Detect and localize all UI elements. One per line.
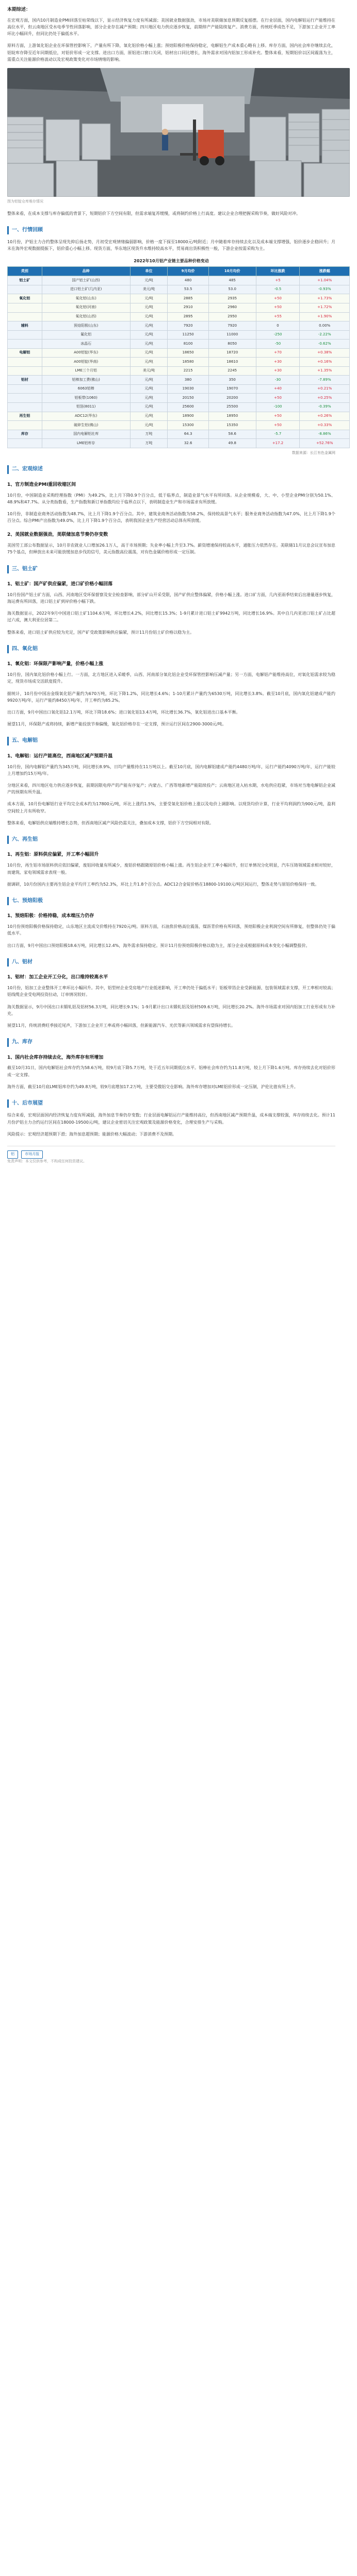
section-heading-bauxite: 三、铝土矿	[7, 565, 335, 574]
price-table-cell: +50	[256, 294, 300, 303]
macro-paragraph-3: 美国劳工部公布数据显示，10月非农就业人口增加26.1万人，高于市场预期；失业率小幅上升至3.7%。薪资增速保持较高水平，通胀压力依然存在。美联储11月议息会议宣布加息75个基点，但释放出未来可能放缓加息步伐的信号，美元指数高位震荡，对有色金属价格形成一定压制。	[7, 543, 335, 555]
price-table-cell: 氟化铝	[42, 330, 130, 340]
price-table-cell: 预焙阳极(山东)	[42, 321, 130, 331]
price-table-cell: 8100	[168, 340, 208, 349]
price-table-cell: -8.86%	[300, 430, 350, 439]
price-table-row	[8, 285, 350, 294]
price-table-cell: -0.62%	[300, 340, 350, 349]
price-table-cell: 11000	[208, 330, 256, 340]
price-table-cell: 25500	[208, 402, 256, 412]
recycled-paragraph-1: 10月份，再生铝市场原料供应依旧偏紧，废铝回收量有所减少，废铝价格跟随原铝价格小幅上涨。再生铝企业开工率小幅回升，但订单情况分化明显，汽车压铸领域需求相对较好，而建筑、家电领域需求表现一般。	[7, 863, 335, 875]
price-table-cell: +1.72%	[300, 303, 350, 312]
section-heading-outlook: 十、后市展望	[7, 1099, 335, 1108]
products-paragraph-2: 海关数据显示，9月中国出口未锻轧铝及铝材56.3万吨，同比增长9.1%；1-9月累计出口未锻轧铝及铝材509.6万吨，同比增长20.2%。海外市场需求对国内铝加工行业形成有力补充。	[7, 1004, 335, 1016]
anode-paragraph-1: 10月份预焙阳极价格保持稳定，山东地区主流成交价维持在7920元/吨。原料方面，石油焦价格高位震荡，煤沥青价格有所回落，预焙阳极企业利润空间有所修复，但整体仍处于偏低水平。	[7, 924, 335, 936]
price-table-cell: +5	[256, 276, 300, 285]
alumina-paragraph-2: 据统计，10月份中国冶金级氧化铝产量约为670万吨，环比下降1.2%，同比增长4.6%；1-10月累计产量约为6530万吨，同比增长3.8%。截至10月底，国内氧化铝建成产能约9920万吨/年，运行产能约8450万吨/年，开工率约为85.2%。	[7, 691, 335, 703]
price-table-cell: 元/吨	[130, 421, 168, 430]
price-table-cell: 元/吨	[130, 294, 168, 303]
price-table-cell: 15350	[208, 421, 256, 430]
price-table-cell: 380	[168, 376, 208, 385]
price-table-category	[8, 358, 42, 367]
price-table-cell: 元/吨	[130, 312, 168, 321]
price-table-cell: +40	[256, 384, 300, 394]
price-table-row	[8, 394, 350, 403]
price-table-cell: 18650	[168, 348, 208, 358]
price-table-header: 10月均价	[208, 266, 256, 276]
price-table-row	[8, 358, 350, 367]
inventory-subheading: 1、国内社会库存持续去化，海外库存有所增加	[7, 1055, 104, 1060]
section-heading-anode: 七、预焙阳极	[7, 897, 335, 906]
price-table-cell: 元/吨	[130, 321, 168, 331]
section-heading-products: 八、铝材	[7, 958, 335, 967]
price-table-cell: 19030	[168, 384, 208, 394]
price-table-cell: LME三个月铝	[42, 366, 130, 376]
price-table-cell: +30	[256, 366, 300, 376]
price-table-cell: 49.8	[208, 439, 256, 448]
price-table-cell: 元/吨	[130, 412, 168, 421]
price-table-cell: 元/吨	[130, 303, 168, 312]
price-table-cell: A00铝锭(华东)	[42, 348, 130, 358]
price-table-cell: 元/吨	[130, 394, 168, 403]
price-table-cell: 485	[208, 276, 256, 285]
price-table-cell: -2.22%	[300, 330, 350, 340]
price-table-cell: 15300	[168, 421, 208, 430]
price-table-category: 辅料	[8, 321, 42, 331]
price-table-category	[8, 402, 42, 412]
price-table-cell: 元/吨	[130, 340, 168, 349]
electrolytic-subheading: 1、电解铝：运行产能高位，西南地区减产预期升温	[7, 753, 113, 759]
price-table-category	[8, 312, 42, 321]
price-table-row	[8, 303, 350, 312]
electrolytic-paragraph-3: 成本方面，10月份电解铝行业平均完全成本约为17800元/吨，环比上涨约1.5%，主要受氧化铝价格上涨以及电价上调影响。以现货均价计算，行业平均利润约为900元/吨，盈利空间较上月有所收窄。	[7, 802, 335, 814]
price-table-cell: +50	[256, 394, 300, 403]
price-table-category	[8, 330, 42, 340]
electrolytic-paragraph-1: 10月份，国内电解铝产量约为345万吨，同比增长8.9%，日均产量维持在11万吨以上。截至10月底，国内电解铝建成产能约4480万吨/年，运行产能约4090万吨/年，运行产能较上月增加约15万吨/年。	[7, 764, 335, 776]
section-heading-electrolytic: 五、电解铝	[7, 737, 335, 745]
products-paragraph-3: 展望11月，传统消费旺季接近尾声，下游加工企业开工率或将小幅回落，但新能源汽车、光伏等新兴领域需求有望保持增长。	[7, 1023, 236, 1028]
price-table-cell: 2960	[208, 303, 256, 312]
price-table-category: 库存	[8, 430, 42, 439]
footer-tag[interactable]: 铝	[7, 1150, 18, 1159]
price-table-cell: 国内电解铝社库	[42, 430, 130, 439]
photo-caption: 图为铝锭仓库堆存情况	[7, 199, 43, 204]
section-heading-inventory: 九、库存	[7, 1038, 335, 1047]
price-table-category	[8, 394, 42, 403]
price-table-category	[8, 439, 42, 448]
alumina-paragraph-3: 出口方面，9月中国出口氧化铝12.1万吨，环比下降18.6%；进口氧化铝13.4万吨，环比增长36.7%，氧化铝进出口基本平衡。	[7, 709, 240, 715]
price-table-cell: 25600	[168, 402, 208, 412]
price-table-category: 电解铝	[8, 348, 42, 358]
anode-subheading: 1、预焙阳极：价格持稳，成本端压力仍存	[7, 913, 94, 919]
price-table-cell: 铝板带(1060)	[42, 394, 130, 403]
intro-paragraph-2: 原料方面，上游氧化铝企业在环保管控影响下，产量有所下降，氧化铝价格小幅上涨；预焙阳极价格保持稳定，电解铝生产成本重心略有上移。库存方面，国内社会库存继续去化，铝锭库存降至近年同期低位，对铝价形成一定支撑。进出口方面，原铝进口窗口关闭，铝材出口同比增长，海外需求对国内铝加工形成补充。整体来看，短期铝价以区间震荡为主，需重点关注能源价格波动以及宏观政策变化对市场情绪的影响。	[7, 43, 335, 62]
price-table-cell: 元/吨	[130, 348, 168, 358]
price-table-cell: 53.0	[208, 285, 256, 294]
alumina-paragraph-4: 展望11月，环保限产或将持续，新增产能投放节奏偏慢，氧化铝价格存在一定支撑，预计运行区间在2900-3000元/吨。	[7, 722, 226, 727]
price-table-category	[8, 366, 42, 376]
price-table-cell: +70	[256, 348, 300, 358]
price-table-cell: 20200	[208, 394, 256, 403]
price-table-row	[8, 421, 350, 430]
price-table-cell: 元/吨	[130, 402, 168, 412]
price-table-cell: 2885	[168, 294, 208, 303]
price-table-cell: 8050	[208, 340, 256, 349]
price-table-row	[8, 402, 350, 412]
price-table-row	[8, 430, 350, 439]
price-table-row	[8, 439, 350, 448]
price-table-row	[8, 384, 350, 394]
products-paragraph-1: 10月份，铝加工企业整体开工率环比小幅回升。其中，铝型材企业受房地产行业低迷影响，开工率仍处于偏低水平；铝板带箔企业受新能源、包装领域需求支撑，开工率相对较高；铝线缆企业受电网投资拉动，订单情况较好。	[7, 986, 335, 997]
price-table-header: 品种	[42, 266, 130, 276]
price-table-cell: -30	[256, 376, 300, 385]
price-table-header: 9月均价	[168, 266, 208, 276]
price-table-cell: 元/吨	[130, 358, 168, 367]
price-table-cell: 美元/吨	[130, 285, 168, 294]
price-table-cell: +1.04%	[300, 276, 350, 285]
price-table-category	[8, 421, 42, 430]
price-table-cell: 32.6	[168, 439, 208, 448]
price-table-cell: -100	[256, 402, 300, 412]
price-table-cell: 2935	[208, 294, 256, 303]
bauxite-paragraph-3: 整体来看，进口铝土矿供应较为充足，国产矿受政策影响供应偏紧，预计11月份铝土矿价格以稳为主。	[7, 630, 194, 635]
price-table-row	[8, 294, 350, 303]
price-table-cell: 2910	[168, 303, 208, 312]
price-table-cell: ADC12(华东)	[42, 412, 130, 421]
price-table-cell: -5.7	[256, 430, 300, 439]
price-table-cell: 万吨	[130, 430, 168, 439]
price-table	[7, 266, 350, 448]
review-paragraph: 10月份，沪铝主力合约整体呈现先抑后扬走势，月初受宏观情绪偏弱影响，价格一度下探至18000元/吨附近；月中随着库存持续去化以及成本端支撑增强，铝价逐步企稳回升；月末在海外宏观数据提振下，铝价重心小幅上移。现货方面，华东地区现货升水维持较高水平，贸易商出货积极性一般，下游企业按需采购为主。	[7, 240, 335, 251]
price-table-cell: +52.76%	[300, 439, 350, 448]
price-table-cell: 破碎生铝(佛山)	[42, 421, 130, 430]
bauxite-paragraph-2: 海关数据显示，2022年9月中国进口铝土矿1104.6万吨，环比增长4.2%，同比增长15.3%；1-9月累计进口铝土矿9942万吨，同比增长16.9%。其中自几内亚进口铝土矿占比超过六成，澳大利亚位居第二。	[7, 611, 335, 623]
price-table-cell: 进口铝土矿(几内亚)	[42, 285, 130, 294]
disclaimer: 免责声明：本文仅供参考，不构成任何投资建议。	[7, 1159, 87, 1163]
price-table-cell: +0.25%	[300, 394, 350, 403]
intro-paragraph-1: 在宏观方面，国内10月制造业PMI回落至枯荣线以下，显示经济恢复力度有所减弱；美国就业数据强劲，市场对美联储加息预期反复摇摆。在行业层面，国内电解铝运行产能维持在高位水平，但云南地区受水电季节性回落影响，部分企业存在减产预期；四川地区电力供应逐步恢复，前期停产产能陆续复产。消费方面，传统旺季成色不足，下游加工企业开工率环比小幅回升，但同比仍处于偏低水平。	[7, 18, 335, 37]
inventory-paragraph-1: 截至10月31日，国内电解铝社会库存约为58.6万吨，较9月底下降5.7万吨，处于近五年同期低位水平。铝棒社会库存约为11.8万吨，较上月下降1.6万吨。库存持续去化对铝价形成一定支撑。	[7, 1065, 335, 1077]
price-table-cell: 元/吨	[130, 376, 168, 385]
price-table-category	[8, 303, 42, 312]
price-table-cell: +30	[256, 358, 300, 367]
price-table-category	[8, 340, 42, 349]
price-table-row	[8, 321, 350, 331]
price-table-cell: 6063铝棒	[42, 384, 130, 394]
price-table-header: 环比涨跌	[256, 266, 300, 276]
price-table-cell: 冰晶石	[42, 340, 130, 349]
price-table-cell: 铝箔(8011)	[42, 402, 130, 412]
anode-paragraph-2: 出口方面，9月中国出口预焙阳极18.6万吨，同比增长12.4%，海外需求保持稳定。预计11月份预焙阳极价格以稳为主，部分企业或根据原料成本变化小幅调整报价。	[7, 943, 310, 948]
price-table-cell: +50	[256, 303, 300, 312]
price-table-cell: 7920	[208, 321, 256, 331]
price-table-cell: +1.90%	[300, 312, 350, 321]
alumina-subheading: 1、氧化铝：环保限产影响产量，价格小幅上涨	[7, 662, 104, 667]
price-table-cell: +0.38%	[300, 348, 350, 358]
recycled-subheading: 1、再生铝：原料供应偏紧，开工率小幅回升	[7, 852, 99, 858]
summary-heading: 本期综述：	[7, 7, 31, 12]
price-table-cell: 18580	[168, 358, 208, 367]
price-table-cell: 美元/吨	[130, 366, 168, 376]
price-table-cell: 58.6	[208, 430, 256, 439]
price-table-cell: 万吨	[130, 439, 168, 448]
price-table-cell: -0.93%	[300, 285, 350, 294]
bauxite-paragraph-1: 10月份国产铝土矿方面，山西、河南地区受环保督察及安全检查影响，部分矿山开采受限，国产矿供应整体偏紧，价格小幅上涨。进口矿方面，几内亚雨季结束后出港量逐步恢复，海运费有所回落，进口铝土矿到岸价格小幅下跌。	[7, 592, 335, 604]
price-table-cell: 2950	[208, 312, 256, 321]
price-table-cell: 53.5	[168, 285, 208, 294]
price-table-category: 铝土矿	[8, 276, 42, 285]
price-table-category: 氧化铝	[8, 294, 42, 303]
price-table-cell: 0	[256, 321, 300, 331]
price-table-row	[8, 330, 350, 340]
price-table-cell: 元/吨	[130, 330, 168, 340]
bauxite-subheading: 1、铝土矿：国产矿供应偏紧，进口矿价格小幅回落	[7, 582, 113, 587]
price-table-cell: +0.21%	[300, 384, 350, 394]
price-table-cell: -0.39%	[300, 402, 350, 412]
price-table-row	[8, 366, 350, 376]
price-table-cell: 氧化铝(山西)	[42, 312, 130, 321]
section-heading-recycled: 六、再生铝	[7, 836, 335, 844]
price-table-cell: +50	[256, 421, 300, 430]
price-table-cell: 元/吨	[130, 276, 168, 285]
price-table-cell: LME铝库存	[42, 439, 130, 448]
price-table-cell: +0.16%	[300, 358, 350, 367]
warehouse-photo	[7, 68, 350, 197]
price-table-cell: +0.33%	[300, 421, 350, 430]
electrolytic-paragraph-2: 分地区来看，四川地区电力供应逐步恢复，前期因限电停产的产能有序复产；内蒙古、广西等地新增产能陆续投产；云南地区进入枯水期，水电供应趋紧，市场对当地电解铝企业减产的预期有所升温。	[7, 783, 335, 795]
price-table-cell: +0.26%	[300, 412, 350, 421]
article	[0, 0, 343, 1180]
price-table-cell: A00铝锭(华南)	[42, 358, 130, 367]
price-table-cell: 元/吨	[130, 384, 168, 394]
price-table-cell: 11250	[168, 330, 208, 340]
macro-paragraph-1: 10月份，中国制造业采购经理指数（PMI）为49.2%，比上月下降0.9个百分点，低于临界点，制造业景气水平有所回落。从企业规模看，大、中、小型企业PMI分别为50.1%、48.9%和47.7%。从分类指数看，生产指数和新订单指数均位于临界点以下，表明制造业生产和市场需求有所放缓。	[7, 493, 335, 504]
price-table-cell: -7.89%	[300, 376, 350, 385]
recycled-paragraph-2: 据调研，10月份国内主要再生铝企业平均开工率约为52.3%，环比上升1.8个百分点。ADC12合金锭价格在18800-19100元/吨区间运行，整体走势与原铝价格保持一致。	[7, 882, 319, 887]
price-table-row	[8, 340, 350, 349]
after-photo-paragraph: 整体来看，在成本支撑与库存偏低的背景下，短期铝价下方空间有限，但需求端复苏缓慢，或将制约价格上行高度。建议企业合理把握采购节奏，做好风险对冲。	[7, 211, 300, 216]
price-table-header-row	[8, 266, 350, 276]
price-table-cell: +17.2	[256, 439, 300, 448]
price-table-cell: 铝棒加工费(佛山)	[42, 376, 130, 385]
price-table-header: 涨跌幅	[300, 266, 350, 276]
price-table-cell: 19070	[208, 384, 256, 394]
section-heading-macro: 二、宏观综述	[7, 465, 335, 474]
price-table-row	[8, 312, 350, 321]
price-table-cell: 2215	[168, 366, 208, 376]
footer-tag[interactable]: 市场月报	[21, 1150, 43, 1159]
article-footer	[7, 1146, 335, 1164]
price-table-category: 再生铝	[8, 412, 42, 421]
price-table-cell: -0.5	[256, 285, 300, 294]
price-table-cell: 7920	[168, 321, 208, 331]
price-table-cell: +55	[256, 312, 300, 321]
macro-subheading-2: 2、美国就业数据强劲，美联储加息节奏仍存变数	[7, 532, 108, 538]
price-table-cell: +1.73%	[300, 294, 350, 303]
price-table-cell: 国产铝土矿(山西)	[42, 276, 130, 285]
price-table-cell: 0.00%	[300, 321, 350, 331]
macro-subheading-1: 1、官方制造业PMI重回收缩区间	[7, 482, 76, 487]
section-heading-alumina: 四、氧化铝	[7, 645, 335, 654]
macro-paragraph-2: 10月份，非制造业商务活动指数为48.7%，比上月下降1.9个百分点。其中，建筑业商务活动指数为58.2%，保持较高景气水平；服务业商务活动指数为47.0%，比上月下降1.9个百分点。综合PMI产出指数为49.0%，比上月下降1.9个百分点，表明我国企业生产经营活动总体有所放缓。	[7, 511, 335, 523]
price-table-cell: 350	[208, 376, 256, 385]
price-table-row	[8, 376, 350, 385]
price-table-category	[8, 384, 42, 394]
price-table-cell: 18950	[208, 412, 256, 421]
inventory-paragraph-2: 海外方面，截至10月底LME铝库存约为49.8万吨，较9月底增加17.2万吨，主要受俄铝交仓影响。海外库存增加对LME铝价形成一定压制，沪伦比值有所上升。	[7, 1084, 298, 1089]
price-table-cell: +1.35%	[300, 366, 350, 376]
price-table-row	[8, 276, 350, 285]
price-table-cell: 氧化铝(山东)	[42, 294, 130, 303]
electrolytic-paragraph-4: 整体来看，电解铝供应端维持增长态势，但西南地区减产风险仍需关注，叠加成本支撑，铝价下方空间相对有限。	[7, 820, 214, 825]
price-table-cell: -250	[256, 330, 300, 340]
price-table-cell: 18610	[208, 358, 256, 367]
price-table-cell: -50	[256, 340, 300, 349]
outlook-paragraph-1: 综合来看，宏观层面国内经济恢复力度有所减弱，海外加息节奏仍存变数；行业层面电解铝运行产能维持高位，但西南地区减产预期升温，成本端支撑较强，库存持续去化。预计11月份沪铝主力合约运行区间在18000-19500元/吨，建议企业密切关注宏观政策及能源价格变化，合理安排生产与采购。	[7, 1113, 335, 1125]
price-table-cell: 2245	[208, 366, 256, 376]
price-table-category: 铝材	[8, 376, 42, 385]
price-table-cell: 18900	[168, 412, 208, 421]
price-table-cell: 18720	[208, 348, 256, 358]
section-heading-review: 一、行情回顾	[7, 226, 335, 235]
price-table-header: 类别	[8, 266, 42, 276]
price-table-header: 单位	[130, 266, 168, 276]
table-source: 数据来源：长江有色金属网	[292, 450, 335, 455]
price-table-cell: 480	[168, 276, 208, 285]
price-table-category	[8, 285, 42, 294]
outlook-paragraph-2: 风险提示：宏观经济超预期下滑；海外加息超预期；能源价格大幅波动；下游消费不及预期。	[7, 1131, 176, 1137]
price-table-title: 2022年10月铝产业链主要品种价格变动	[134, 258, 209, 263]
price-table-cell: 2895	[168, 312, 208, 321]
price-table-row	[8, 412, 350, 421]
price-table-cell: 20150	[168, 394, 208, 403]
price-table-cell: +50	[256, 412, 300, 421]
products-subheading: 1、铝材：加工企业开工分化，出口维持较高水平	[7, 975, 108, 980]
price-table-cell: 氧化铝(河南)	[42, 303, 130, 312]
price-table-row	[8, 348, 350, 358]
alumina-paragraph-1: 10月份，国内氧化铝价格小幅上行。一方面，北方地区进入采暖季，山西、河南部分氧化铝企业受环保管控影响压减产量；另一方面，电解铝产能维持高位，对氧化铝需求较为稳定，现货市场成交活跃度提升。	[7, 672, 335, 684]
price-table-cell: 64.3	[168, 430, 208, 439]
